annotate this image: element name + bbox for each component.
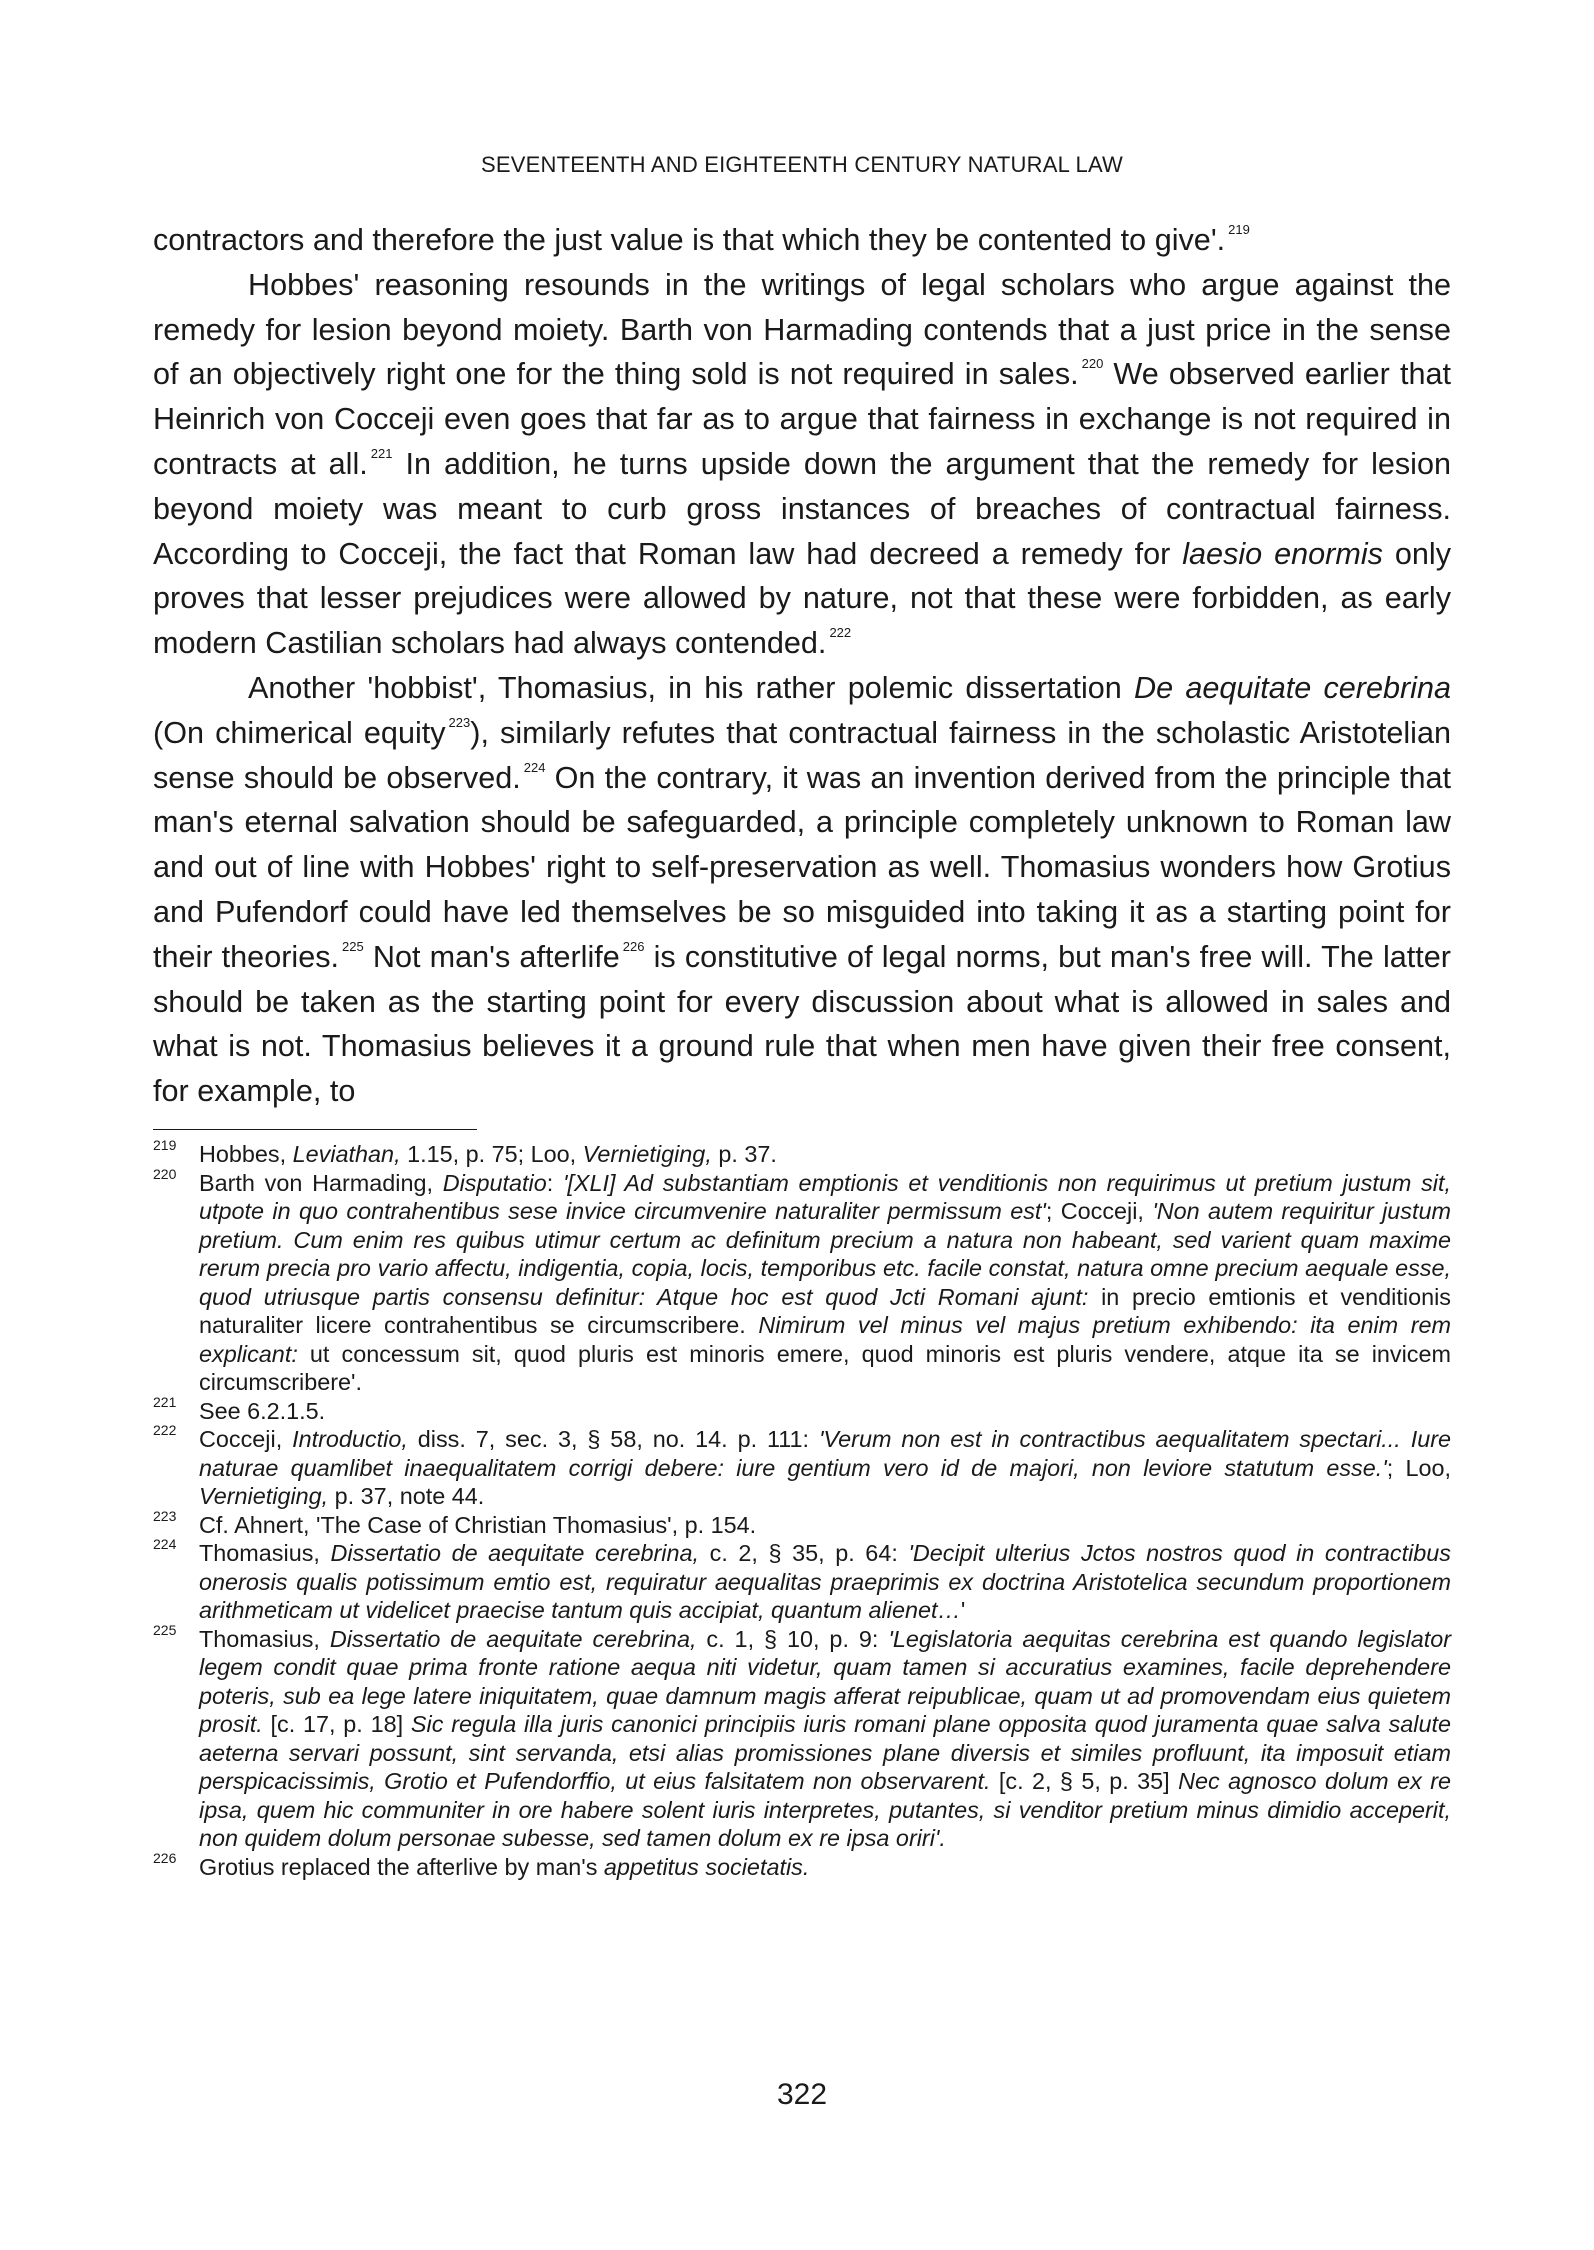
footnote-225: 225 Thomasius, Dissertatio de aequitate cerebrina, c. 1, § 10, p. 9: 'Legislatoria aequitas cerebrina est quando legislator legem condit quae prima fronte ratione aequa niti videtur, quam tamen si accuratius examines, facile deprehendere poteris, sub ea lege latere iniquitatem, quae damnum magis afferat reipublicae, quam ut ad promovendam eius quietem prosit. [c. 17, p. 18] Sic regula illa juris canonici principiis iuris romani plane opposita quod juramenta quae salva salute aeterna servari possunt, sint servanda, etsi alias promissiones plane diversis et similes profluunt, ita imposuit etiam perspicacissimis, Grotio et Pufendorffio, ut eius falsitatem non observarent. [c. 2, § 5, p. 35] Nec agnosco dolum ex re ipsa, quem hic communiter in ore habere solent iuris interpretes, putantes, si venditor pretium minus dimidio acceperit, non quidem dolum personae subesse, sed tamen dolum ex re ipsa oriri'. — [153, 1621, 1452, 1851]
footnote-219: 219 Hobbes, Leviathan, 1.15, p. 75; Loo, Vernietiging, p. 37. — [153, 1137, 777, 1167]
footnote-separator — [153, 1129, 477, 1130]
body-text — [153, 218, 1451, 1114]
running-head: SEVENTEENTH AND EIGHTEENTH CENTURY NATURAL LAW — [480, 152, 1123, 177]
footnote-number: 221 — [153, 1393, 177, 1410]
paragraph-2: Hobbes' reasoning resounds in the writings of legal scholars who argue against the remedy for lesion beyond moiety. Barth von Harmading contends that a just price in the sense of an objectively right one for the thing sold is not required in sales. $^{220}$ We observed earlier that Heinrich von Cocceji even goes that far as to argue that fairness in exchange is not required in contracts at all. $^{221}$ In addition, he turns upside down the argument that the remedy for lesion beyond moiety was meant to curb gross instances of breaches of contractual fairness. According to Cocceji, the fact that Roman law had decreed a remedy for laesio enormis only proves that lesser prejudices were allowed by nature, not that these were forbidden, as early modern Castilian scholars had always contended. $^{222}$ — [153, 267, 1451, 661]
footnote-ref-226[interactable]: 226 — [622, 938, 645, 954]
footnote-ref-225[interactable]: 225 — [342, 938, 364, 954]
paragraph-1-text: contractors and therefore the just value is that which they be contented to give'. — [153, 223, 1226, 257]
footnote-ref-221[interactable]: 221 — [370, 445, 393, 461]
document-page — [153, 0, 1451, 2250]
footnote-ref-223[interactable]: 223 — [448, 714, 471, 730]
footnote-222: 222 Cocceji, Introductio, diss. 7, sec. 3, § 58, no. 14. p. 111: 'Verum non est in contractibus aequalitatem spectari... Iure naturae quamlibet inaequalitatem corrigi debere: iure gentium vero id de majori, non leviore statutum esse.'; Loo, Vernietiging, p. 37, note 44. — [153, 1422, 1452, 1509]
footnote-number: 222 — [153, 1422, 177, 1438]
footnotes — [153, 1137, 1452, 1881]
footnote-ref-220[interactable]: 220 — [1081, 356, 1104, 372]
footnote-224: 224 Thomasius, Dissertatio de aequitate cerebrina, c. 2, § 35, p. 64: 'Decipit ulterius Jctos nostros quod in contractibus onerosis qualis potissimum emtio est, requiratur aequalitas praeprimis ex doctrina Aristotelica secundum proportionem arithmeticam ut videlicet praecise tantum quis accipiat, quantum alienet…' — [153, 1536, 1451, 1623]
footnote-number: 225 — [153, 1621, 177, 1638]
footnote-226: 226 Grotius replaced the afterlive by man's appetitus societatis. — [153, 1849, 810, 1880]
footnote-number: 224 — [153, 1536, 177, 1552]
footnote-ref-224[interactable]: 224 — [523, 759, 546, 775]
footnote-number: 220 — [153, 1165, 177, 1182]
paragraph-3: Another 'hobbist', Thomasius, in his rather polemic dissertation De aequitate cerebrina (On chimerical equity $^{223}$), similarly refutes that contractual fairness in the scholastic Aristotelian sense should be observed. $^{224}$ On the contrary, it was an invention derived from the principle that man's eternal salvation should be safeguarded, a principle completely unknown to Roman law and out of line with Hobbes' right to self-preservation as well. Thomasius wonders how Grotius and Pufendorf could have led themselves be so misguided into taking it as a starting point for their theories. $^{225}$ Not man's afterlife $^{226}$ is constitutive of legal norms, but man's free will. The latter should be taken as the starting point for every discussion about what is allowed in sales and what is not. Thomasius believes it a ground rule that when men have given their free consent, for example, to — [153, 670, 1451, 1109]
paragraph-1 — [153, 218, 1451, 263]
page-number: 322 — [776, 2078, 828, 2111]
footnote-number: 219 — [153, 1137, 177, 1153]
footnote-ref-219[interactable]: 219 — [1228, 222, 1250, 237]
footnote-220: 220 Barth von Harmading, Disputatio: '[XLI] Ad substantiam emptionis et venditionis non requirimus ut pretium justum sit, utpote in quo contrahentibus sese invice circumvenire naturaliter permissum est'; Cocceji, 'Non autem requiritur justum pretium. Cum enim res quibus utimur certum ac definitum precium a natura non habeant, sed varient quam maxime rerum precia pro vario affectu, indigentia, copia, locis, temporibus etc. facile constat, natura omne precium aequale esse, quod utriusque partis consensu definitur: Atque hoc est quod Jcti Romani ajunt: in precio emtionis et venditionis naturaliter licere contrahentibus se circumscribere. Nimirum vel minus vel majus pretium exhibendo: ita enim rem explicant: ut concessum sit, quod pluris est minoris emere, quod minoris est pluris vendere, atque ita se invicem circumscribere'. — [153, 1165, 1451, 1395]
footnote-221: 221 See 6.2.1.5. — [153, 1393, 326, 1424]
footnote-number: 226 — [153, 1849, 177, 1866]
footnote-number: 223 — [153, 1507, 177, 1524]
footnote-223: 223 Cf. Ahnert, 'The Case of Christian Thomasius', p. 154. — [153, 1507, 757, 1538]
footnote-ref-222[interactable]: 222 — [829, 625, 852, 641]
